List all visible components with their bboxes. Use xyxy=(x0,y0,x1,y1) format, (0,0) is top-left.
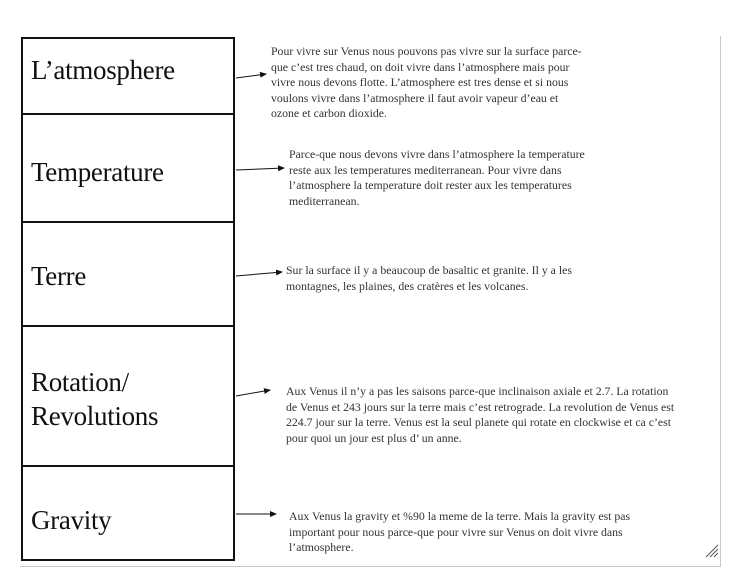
resize-grip-icon[interactable] xyxy=(703,542,719,558)
right-arrow-icon xyxy=(236,168,284,170)
text-temperature: Parce-que nous devons vivre dans l’atmosphere la temperature reste aux les temperatures mediterranean. Pour vivre dans l’atmosphere la temperature doit rester aux les temperatures mediterranean. xyxy=(289,147,585,208)
label-rotation-line1: Rotation/ xyxy=(31,367,129,397)
text-terre: Sur la surface il y a beaucoup de basaltic et granite. Il y a les montagnes, les plaines, des cratères et les volcanes. xyxy=(286,263,572,293)
right-arrow-icon xyxy=(236,390,270,396)
right-arrow-icon xyxy=(236,272,282,276)
text-atmosphere: Pour vivre sur Venus nous pouvons pas vivre sur la surface parce-que c’est tres chaud, on doit vivre dans l’atmosphere mais pour vivre nous devons flotte. L’atmosphere est tres dense et si nous voulons vivre dans l’atmosphere il faut avoir vapeur d’eau et ozone et carbon dioxide. xyxy=(271,44,582,121)
label-atmosphere: L’atmosphere xyxy=(31,55,175,85)
label-gravity: Gravity xyxy=(31,505,112,535)
label-temperature: Temperature xyxy=(31,157,164,187)
label-rotation-line2: Revolutions xyxy=(31,401,159,431)
right-arrow-icon xyxy=(236,74,266,78)
text-rotation: Aux Venus il n’y a pas les saisons parce-que inclinaison axiale et 2.7. La rotation de Venus et 243 jours sur la terre mais c’est retrograde. La revolution de Venus est 224.7 jour sur la terre. Venus est la seul planete qui rotate en clockwise et ca c’est pour quoi un jour est plus d’ un anne. xyxy=(286,384,675,445)
label-terre: Terre xyxy=(31,261,87,291)
text-gravity: Aux Venus la gravity et %90 la meme de la terre. Mais la gravity est pas important pour nous parce-que pour vivre sur Venus on doit vivre dans l’atmosphere. xyxy=(289,509,631,555)
